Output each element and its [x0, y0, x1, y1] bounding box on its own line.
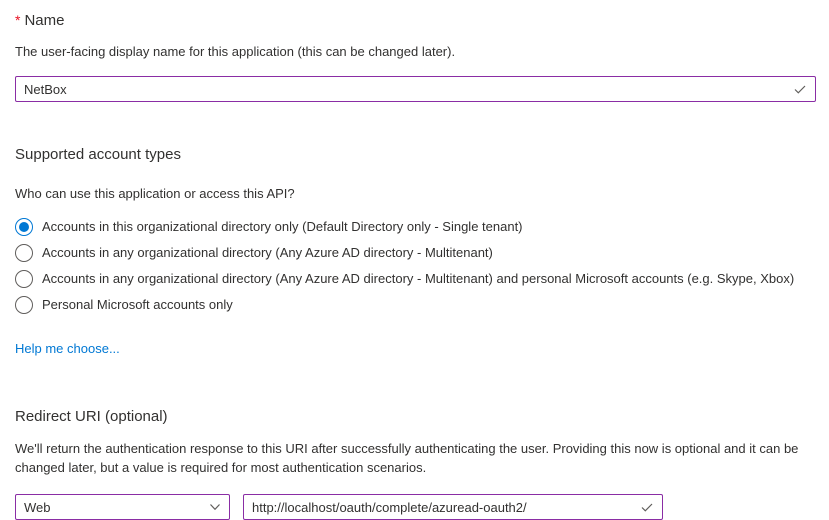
platform-select-wrap: [15, 494, 230, 520]
radio-option-label[interactable]: Accounts in any organizational directory (Any Azure AD directory - Multitenant) and personal Microsoft accounts (e.g. Skype, Xbox): [42, 271, 795, 286]
radio-button-icon[interactable]: [15, 244, 33, 262]
supported-account-types-title: Supported account types: [15, 146, 181, 163]
radio-option-label[interactable]: Accounts in any organizational directory (Any Azure AD directory - Multitenant): [42, 245, 493, 260]
name-description: The user-facing display name for this application (this can be changed later).: [15, 44, 456, 59]
radio-option-label[interactable]: Personal Microsoft accounts only: [42, 297, 233, 312]
radio-option-label[interactable]: Accounts in this organizational directory only (Default Directory only - Single tenant): [42, 219, 523, 234]
help-me-choose-link[interactable]: Help me choose...: [15, 341, 120, 356]
name-input[interactable]: [15, 76, 816, 102]
platform-selected-value: Web: [24, 499, 51, 515]
redirect-uri-input-wrap: [243, 494, 663, 520]
radio-option-single-tenant[interactable]: [15, 214, 815, 240]
account-types-question: Who can use this application or access this API?: [15, 186, 295, 201]
platform-select[interactable]: [15, 494, 230, 520]
radio-option-personal-only[interactable]: [15, 292, 815, 318]
account-types-radio-group: [15, 214, 815, 318]
name-section-title: [15, 11, 815, 30]
redirect-uri-title: Redirect URI (optional): [15, 408, 168, 425]
radio-option-multitenant[interactable]: [15, 240, 815, 266]
radio-button-icon[interactable]: [15, 296, 33, 314]
name-title-text: Name: [24, 12, 65, 29]
radio-option-multitenant-personal[interactable]: [15, 266, 815, 292]
required-asterisk: *: [15, 12, 21, 28]
redirect-uri-description: We'll return the authentication response to this URI after successfully authenticating the user. Providing this now is optional and it can be changed later, but a value is required for most authentication scenarios.: [15, 441, 799, 475]
radio-button-icon[interactable]: [15, 218, 33, 236]
name-input-wrap: [15, 76, 816, 102]
redirect-uri-row: [15, 494, 815, 520]
radio-button-icon[interactable]: [15, 270, 33, 288]
redirect-uri-input[interactable]: [243, 494, 663, 520]
